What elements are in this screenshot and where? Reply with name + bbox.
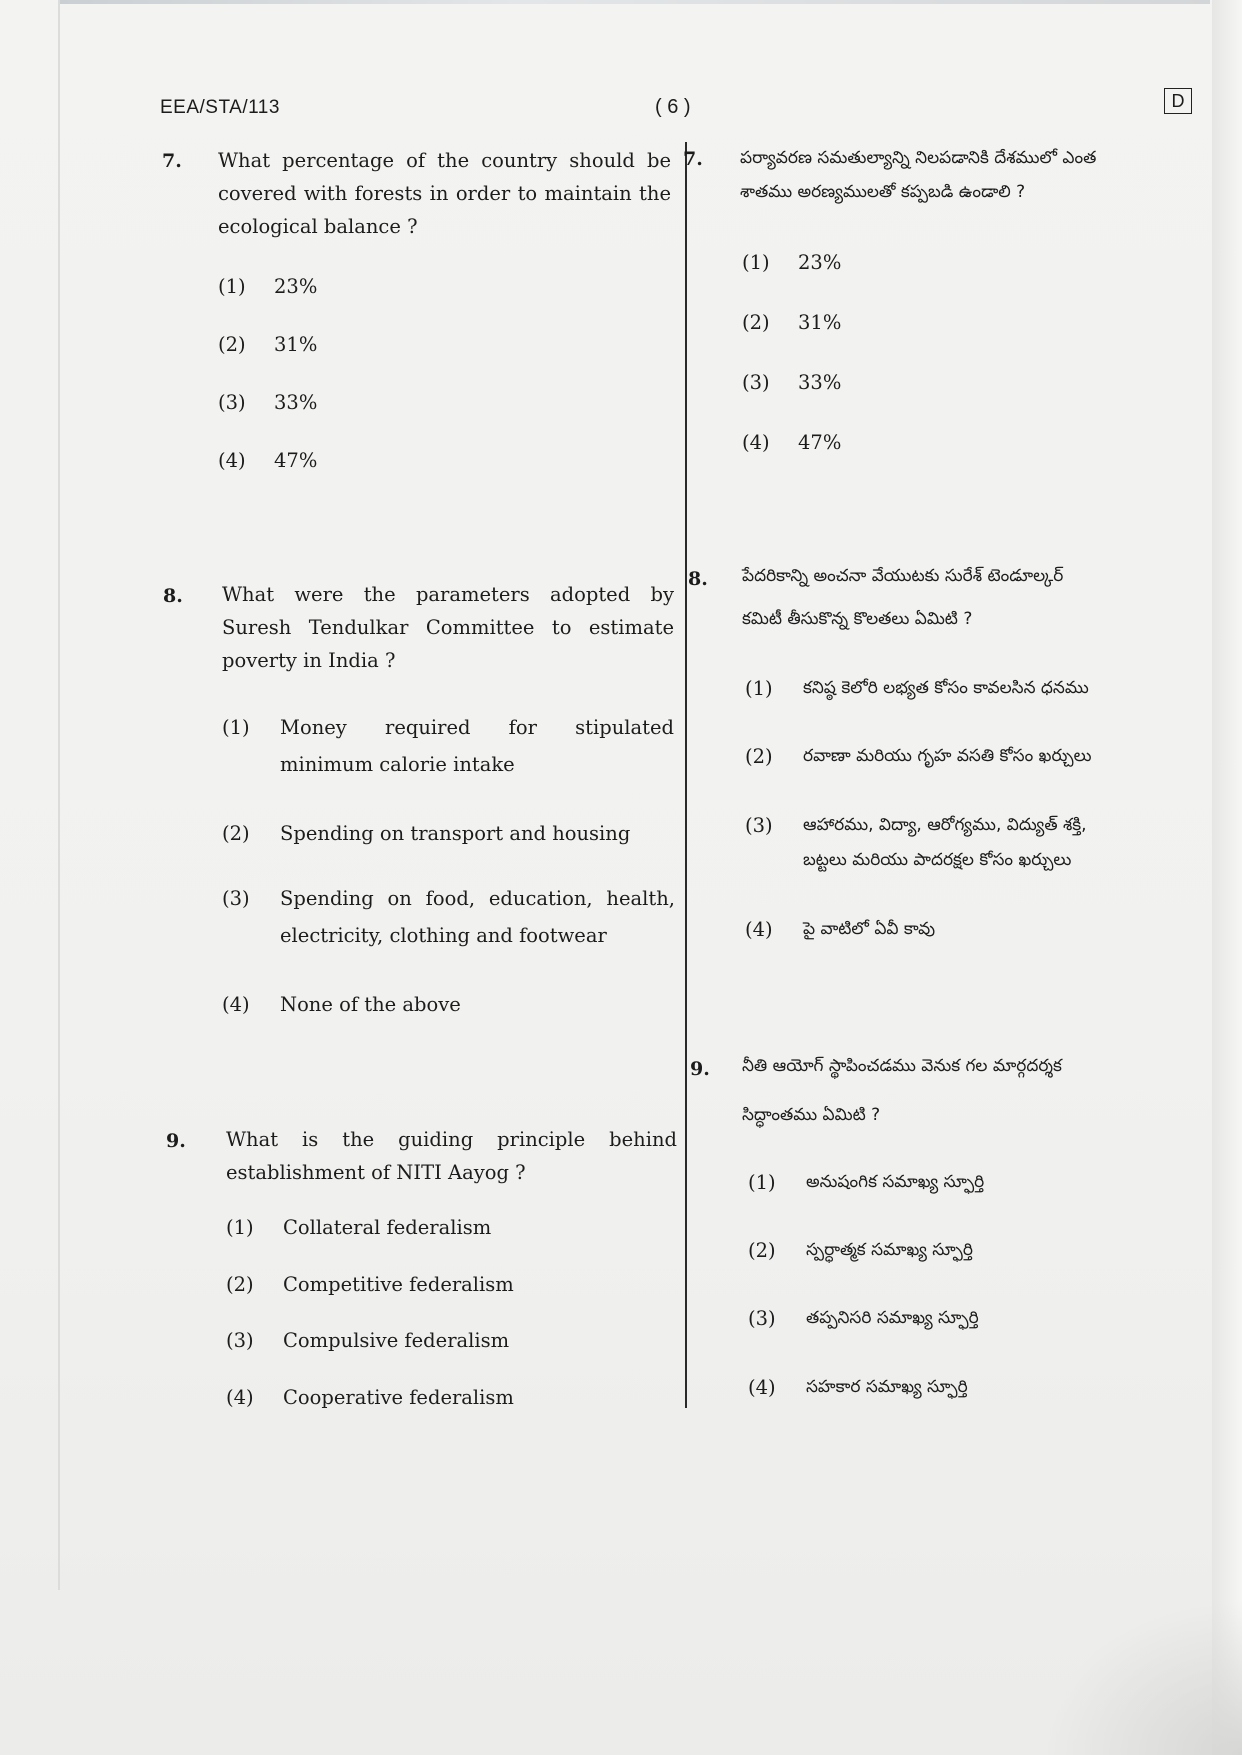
option-text: Collateral federalism <box>283 1216 492 1239</box>
page-number: ( 6 ) <box>655 96 691 118</box>
option-number: (4) <box>226 1386 254 1409</box>
te-q8-option-4 <box>745 911 1197 951</box>
option-text: 33% <box>274 391 318 414</box>
te-q8-option-1 <box>745 670 1197 710</box>
option-number: (4) <box>748 1376 776 1399</box>
option-number: (3) <box>745 814 773 837</box>
option-text: అనుషంగిక సమాఖ్య స్ఫూర్తి <box>806 1172 985 1192</box>
en-q8-number: 8. <box>163 585 183 607</box>
scan-shadow <box>1040 1600 1242 1755</box>
option-text: తప్పనిసరి సమాఖ్య స్ఫూర్తి <box>806 1308 979 1328</box>
option-number: (1) <box>748 1171 776 1194</box>
en-q8-option-3 <box>222 880 675 960</box>
option-number: (2) <box>742 311 770 334</box>
en-q7-option-3 <box>218 384 317 421</box>
option-text: Spending on transport and housing <box>280 822 631 845</box>
en-q8-option-4 <box>222 986 674 1026</box>
option-text: 31% <box>798 311 842 334</box>
option-number: (2) <box>748 1239 776 1262</box>
en-q9-option-1 <box>226 1209 491 1246</box>
te-q7-option-1 <box>742 244 841 281</box>
option-number: (4) <box>742 431 770 454</box>
en-q7-option-1 <box>218 268 317 305</box>
en-q7-number: 7. <box>162 150 182 172</box>
option-text: 23% <box>274 275 318 298</box>
option-number: (3) <box>226 1329 254 1352</box>
en-q9-text: What is the guiding principle behind establishment of NITI Aayog ? <box>226 1128 677 1184</box>
option-text: 23% <box>798 251 842 274</box>
te-q8-line-1: పేదరికాన్ని అంచనా వేయుటకు సురేశ్ టెండూల్కర్ <box>742 566 1064 586</box>
option-text: కనిష్ఠ కెలోరి లభ్యత కోసం కావలసిన ధనము <box>803 678 1089 698</box>
option-text: 47% <box>798 431 842 454</box>
option-number: (4) <box>218 449 246 472</box>
en-q8-option-1 <box>222 709 674 789</box>
te-q9-option-1 <box>748 1164 1198 1204</box>
te-q9-number: 9. <box>690 1058 710 1080</box>
te-q8-number: 8. <box>688 568 708 590</box>
te-q7-option-4 <box>742 424 841 461</box>
te-q8-option-2 <box>745 738 1197 778</box>
option-number: (1) <box>226 1216 254 1239</box>
en-q7-option-4 <box>218 442 317 479</box>
scan-edge-right <box>1212 0 1242 1755</box>
option-number: (1) <box>745 677 773 700</box>
te-q9-option-2 <box>748 1232 1198 1272</box>
option-text: 31% <box>274 333 318 356</box>
option-text: స్పర్ధాత్మక సమాఖ్య స్ఫూర్తి <box>806 1240 973 1260</box>
scan-edge-left <box>58 0 60 1590</box>
option-text: 33% <box>798 371 842 394</box>
en-q7-option-2 <box>218 326 317 363</box>
option-number: (4) <box>222 993 250 1016</box>
option-text: Money required for stipulated minimum calorie intake <box>280 716 674 776</box>
en-q8-text: What were the parameters adopted by Suresh Tendulkar Committee to estimate poverty in India ? <box>222 583 674 672</box>
te-q9-line-2: సిద్ధాంతము ఏమిటి ? <box>742 1105 881 1125</box>
option-number: (3) <box>222 887 250 910</box>
option-text: Competitive federalism <box>283 1273 514 1296</box>
option-number: (2) <box>218 333 246 356</box>
en-q9-option-3 <box>226 1322 509 1359</box>
te-q9-option-3 <box>748 1300 1198 1340</box>
option-number: (3) <box>218 391 246 414</box>
option-text: రవాణా మరియు గృహ వసతి కోసం ఖర్చులు <box>803 746 1092 766</box>
te-q7-option-3 <box>742 364 841 401</box>
option-text: Spending on food, education, health, electricity, clothing and footwear <box>280 887 675 947</box>
te-q7-line-1: పర్యావరణ సమతుల్యాన్ని నిలపడానికి దేశములో ఎంత <box>740 148 1097 168</box>
option-text: Compulsive federalism <box>283 1329 510 1352</box>
option-text: 47% <box>274 449 318 472</box>
te-q8-line-2: కమిటీ తీసుకొన్న కొలతలు ఏమిటి ? <box>742 609 973 629</box>
en-q7-text: What percentage of the country should be covered with forests in order to maintain the ecological balance ? <box>218 149 671 238</box>
option-number: (2) <box>226 1273 254 1296</box>
scan-edge-top <box>60 0 1210 4</box>
te-q7-option-2 <box>742 304 841 341</box>
en-q9-number: 9. <box>166 1130 186 1152</box>
option-number: (2) <box>745 745 773 768</box>
series-box: D <box>1164 88 1192 114</box>
option-text: None of the above <box>280 993 461 1016</box>
option-number: (1) <box>742 251 770 274</box>
option-number: (1) <box>222 716 250 739</box>
te-q7-number: 7. <box>683 148 703 170</box>
paper-code: EEA/STA/113 <box>160 97 280 118</box>
option-number: (3) <box>742 371 770 394</box>
te-q9-option-4 <box>748 1369 1198 1409</box>
option-number: (1) <box>218 275 246 298</box>
te-q7-line-2: శాతము అరణ్యములతో కప్పబడి ఉండాలి ? <box>740 182 1026 202</box>
en-q8-option-2 <box>222 815 674 855</box>
option-text: Cooperative federalism <box>283 1386 514 1409</box>
column-divider <box>685 142 687 1408</box>
option-text: పై వాటిలో ఏవీ కావు <box>803 919 936 939</box>
en-q9-option-2 <box>226 1266 514 1303</box>
te-q8-option-3 <box>745 807 1197 887</box>
te-q9-line-1: నీతి ఆయోగ్ స్థాపించడము వెనుక గల మార్గదర్శక <box>742 1056 1062 1076</box>
option-number: (2) <box>222 822 250 845</box>
en-q9-option-4 <box>226 1379 514 1416</box>
option-text-line-2: బట్టలు మరియు పాదరక్షల కోసం ఖర్చులు <box>803 850 1072 870</box>
option-number: (3) <box>748 1307 776 1330</box>
option-number: (4) <box>745 918 773 941</box>
option-text: సహకార సమాఖ్య స్ఫూర్తి <box>806 1377 968 1397</box>
option-text-line-1: ఆహారము, విద్యా, ఆరోగ్యము, విద్యుత్ శక్తి, <box>803 815 1087 835</box>
